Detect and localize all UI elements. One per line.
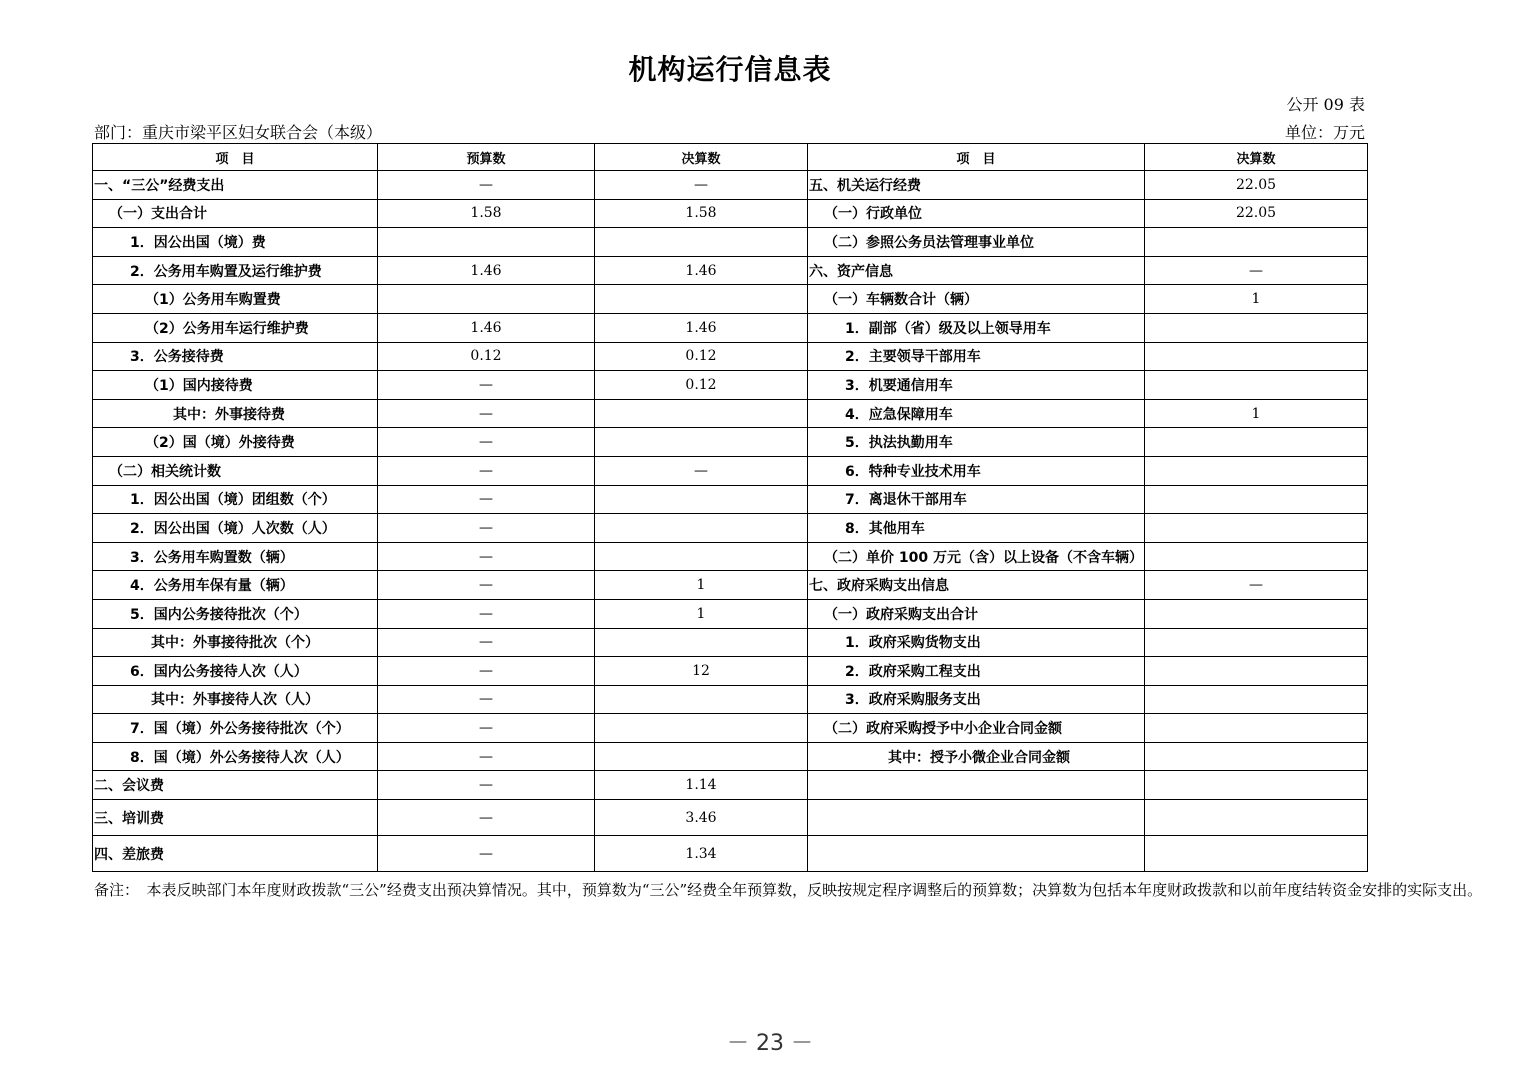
info-table <box>92 143 1368 872</box>
row-final: — <box>595 456 808 485</box>
row-item2: 1．政府采购货物支出 <box>808 628 1145 657</box>
row-final2 <box>1145 657 1368 686</box>
row-budget: — <box>378 836 595 872</box>
row-final2: — <box>1145 256 1368 285</box>
row-item2: （二）单价 100 万元（含）以上设备（不含车辆） <box>808 542 1145 571</box>
row-final: 1.34 <box>595 836 808 872</box>
row-item2: 7．离退休干部用车 <box>808 485 1145 514</box>
row-final: 1.46 <box>595 313 808 342</box>
row-item: 3．公务用车购置数（辆） <box>93 542 378 571</box>
row-item: 三、培训费 <box>93 800 378 836</box>
row-final: 0.12 <box>595 342 808 371</box>
table-row <box>93 371 1368 400</box>
row-item2: 3．机要通信用车 <box>808 371 1145 400</box>
row-item2: 其中：授予小微企业合同金额 <box>808 742 1145 771</box>
row-item2: 3．政府采购服务支出 <box>808 685 1145 714</box>
row-item: （一）支出合计 <box>93 199 378 228</box>
table-row <box>93 285 1368 314</box>
row-item2 <box>808 771 1145 800</box>
row-budget: — <box>378 714 595 743</box>
row-budget: — <box>378 399 595 428</box>
row-budget: — <box>378 800 595 836</box>
row-item2: （一）政府采购支出合计 <box>808 599 1145 628</box>
row-item2: 六、资产信息 <box>808 256 1145 285</box>
row-final: 1.14 <box>595 771 808 800</box>
row-budget: 1.46 <box>378 256 595 285</box>
row-item2 <box>808 800 1145 836</box>
row-final: 1.58 <box>595 199 808 228</box>
row-item2: 1．副部（省）级及以上领导用车 <box>808 313 1145 342</box>
unit-label: 单位：万元 <box>1284 123 1365 142</box>
row-final2 <box>1145 599 1368 628</box>
row-item2: （一）车辆数合计（辆） <box>808 285 1145 314</box>
row-item2: 6．特种专业技术用车 <box>808 456 1145 485</box>
row-final <box>595 542 808 571</box>
table-row <box>93 836 1368 872</box>
table-row <box>93 685 1368 714</box>
row-budget: — <box>378 685 595 714</box>
row-final2 <box>1145 542 1368 571</box>
row-item: 4．公务用车保有量（辆） <box>93 571 378 600</box>
header-final2: 决算数 <box>1145 144 1368 171</box>
row-item: （1）公务用车购置费 <box>93 285 378 314</box>
header-budget: 预算数 <box>378 144 595 171</box>
row-final2 <box>1145 428 1368 457</box>
table-header-row <box>93 144 1368 171</box>
row-item: （二）相关统计数 <box>93 456 378 485</box>
table-row <box>93 428 1368 457</box>
row-budget: 1.58 <box>378 199 595 228</box>
row-final2 <box>1145 800 1368 836</box>
row-final2 <box>1145 742 1368 771</box>
row-item: 6．国内公务接待人次（人） <box>93 657 378 686</box>
row-final <box>595 228 808 257</box>
row-final: 3.46 <box>595 800 808 836</box>
table-row <box>93 599 1368 628</box>
row-final <box>595 514 808 543</box>
row-budget: — <box>378 428 595 457</box>
row-item: 8．国（境）外公务接待人次（人） <box>93 742 378 771</box>
table-row <box>93 714 1368 743</box>
table-row <box>93 399 1368 428</box>
row-final2: 1 <box>1145 399 1368 428</box>
header-item2: 项 目 <box>808 144 1145 171</box>
table-row <box>93 256 1368 285</box>
row-final: — <box>595 171 808 200</box>
row-final2 <box>1145 628 1368 657</box>
row-final2 <box>1145 228 1368 257</box>
row-item: 其中：外事接待批次（个） <box>93 628 378 657</box>
table-row <box>93 171 1368 200</box>
row-budget: — <box>378 628 595 657</box>
row-item: 1．因公出国（境）团组数（个） <box>93 485 378 514</box>
table-code: 公开 09 表 <box>1286 95 1365 114</box>
row-final2: 22.05 <box>1145 171 1368 200</box>
row-item2: 5．执法执勤用车 <box>808 428 1145 457</box>
row-final: 1 <box>595 571 808 600</box>
row-budget: — <box>378 456 595 485</box>
footnote: 备注： 本表反映部门本年度财政拨款“三公”经费支出预决算情况。其中，预算数为“三公”经费全年预算数，反映按规定程序调整后的预算数；决算数为包括本年度财政拨款和以前年度结转资金安排的实际支出。 <box>94 881 1483 899</box>
row-final2 <box>1145 514 1368 543</box>
row-item: 四、差旅费 <box>93 836 378 872</box>
table-row <box>93 657 1368 686</box>
table-row <box>93 571 1368 600</box>
row-final2 <box>1145 836 1368 872</box>
row-final <box>595 485 808 514</box>
table-row <box>93 800 1368 836</box>
row-item: 其中：外事接待费 <box>93 399 378 428</box>
header-final: 决算数 <box>595 144 808 171</box>
row-final: 1 <box>595 599 808 628</box>
row-item2: 2．主要领导干部用车 <box>808 342 1145 371</box>
row-final: 12 <box>595 657 808 686</box>
row-budget: — <box>378 371 595 400</box>
row-final2 <box>1145 485 1368 514</box>
table-row <box>93 514 1368 543</box>
row-final <box>595 685 808 714</box>
row-final <box>595 285 808 314</box>
table-row <box>93 628 1368 657</box>
row-item: 3．公务接待费 <box>93 342 378 371</box>
row-final2 <box>1145 771 1368 800</box>
row-final <box>595 399 808 428</box>
row-item2 <box>808 836 1145 872</box>
row-final2 <box>1145 313 1368 342</box>
row-final2: 1 <box>1145 285 1368 314</box>
row-item: （2）国（境）外接待费 <box>93 428 378 457</box>
row-budget: — <box>378 742 595 771</box>
row-budget: — <box>378 514 595 543</box>
row-budget: — <box>378 542 595 571</box>
row-item2: （二）政府采购授予中小企业合同金额 <box>808 714 1145 743</box>
row-budget: — <box>378 771 595 800</box>
table-row <box>93 199 1368 228</box>
table-row <box>93 485 1368 514</box>
row-final <box>595 742 808 771</box>
table-row <box>93 771 1368 800</box>
row-final2: 22.05 <box>1145 199 1368 228</box>
row-final2 <box>1145 456 1368 485</box>
row-item2: （一）行政单位 <box>808 199 1145 228</box>
row-final2: — <box>1145 571 1368 600</box>
row-item2: 4．应急保障用车 <box>808 399 1145 428</box>
row-final: 1.46 <box>595 256 808 285</box>
page-number: － 23 － <box>727 1031 813 1056</box>
table-row <box>93 542 1368 571</box>
row-item2: 2．政府采购工程支出 <box>808 657 1145 686</box>
row-item: 7．国（境）外公务接待批次（个） <box>93 714 378 743</box>
row-budget: 1.46 <box>378 313 595 342</box>
row-item: 1．因公出国（境）费 <box>93 228 378 257</box>
row-item2: （二）参照公务员法管理事业单位 <box>808 228 1145 257</box>
row-final2 <box>1145 371 1368 400</box>
row-item: 2．公务用车购置及运行维护费 <box>93 256 378 285</box>
row-final: 0.12 <box>595 371 808 400</box>
row-item: （2）公务用车运行维护费 <box>93 313 378 342</box>
row-budget <box>378 228 595 257</box>
row-final <box>595 628 808 657</box>
row-item: 一、“三公”经费支出 <box>93 171 378 200</box>
row-item2: 8．其他用车 <box>808 514 1145 543</box>
table-row <box>93 742 1368 771</box>
row-item: 5．国内公务接待批次（个） <box>93 599 378 628</box>
row-budget <box>378 285 595 314</box>
table-row <box>93 456 1368 485</box>
department-label: 部门：重庆市梁平区妇女联合会（本级） <box>94 123 383 142</box>
header-item: 项 目 <box>93 144 378 171</box>
row-final2 <box>1145 685 1368 714</box>
row-budget: 0.12 <box>378 342 595 371</box>
row-budget: — <box>378 171 595 200</box>
row-final <box>595 428 808 457</box>
row-budget: — <box>378 599 595 628</box>
row-final <box>595 714 808 743</box>
table-row <box>93 228 1368 257</box>
row-item: 二、会议费 <box>93 771 378 800</box>
row-final2 <box>1145 342 1368 371</box>
row-item2: 五、机关运行经费 <box>808 171 1145 200</box>
row-item2: 七、政府采购支出信息 <box>808 571 1145 600</box>
row-final2 <box>1145 714 1368 743</box>
row-budget: — <box>378 571 595 600</box>
row-item: 2．因公出国（境）人次数（人） <box>93 514 378 543</box>
row-budget: — <box>378 485 595 514</box>
row-budget: — <box>378 657 595 686</box>
row-item: 其中：外事接待人次（人） <box>93 685 378 714</box>
table-row <box>93 313 1368 342</box>
table-row <box>93 342 1368 371</box>
page-title: 机构运行信息表 <box>628 53 832 86</box>
row-item: （1）国内接待费 <box>93 371 378 400</box>
